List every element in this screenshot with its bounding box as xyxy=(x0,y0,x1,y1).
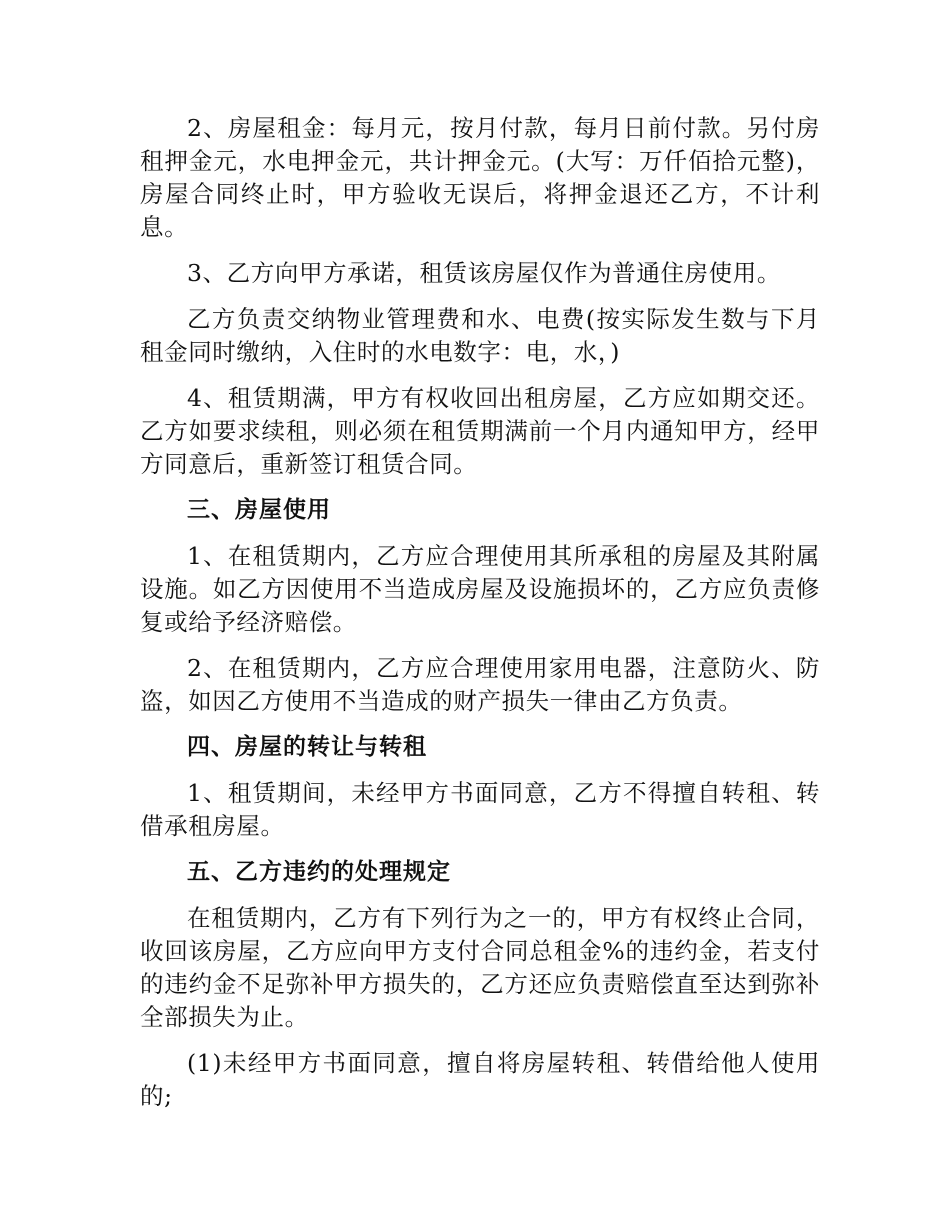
document-body xyxy=(140,112,820,1126)
section-heading-house-use: 三、房屋使用 xyxy=(187,497,331,523)
paragraph-no-sublease: 1、租赁期间，未经甲方书面同意，乙方不得擅自转租、转借承租房屋。 xyxy=(140,779,820,840)
paragraph-proper-use: 1、在租赁期内，乙方应合理使用其所承租的房屋及其附属设施。如乙方因使用不当造成房屋及设施损坏的，乙方应负责修复或给予经济赔偿。 xyxy=(140,542,820,636)
paragraph-breach-terms: 在租赁期内，乙方有下列行为之一的，甲方有权终止合同，收回该房屋，乙方应向甲方支付合同总租金%的违约金，若支付的违约金不足弥补甲方损失的，乙方还应负责赔偿直至达到弥补全部损失为止。 xyxy=(140,904,820,1031)
paragraph-appliances: 2、在租赁期内，乙方应合理使用家用电器，注意防火、防盗，如因乙方使用不当造成的财产损失一律由乙方负责。 xyxy=(140,654,820,715)
paragraph-residential-use: 3、乙方向甲方承诺，租赁该房屋仅作为普通住房使用。 xyxy=(187,259,781,287)
paragraph-rent: 2、房屋租金：每月元，按月付款，每月日前付款。另付房租押金元，水电押金元，共计押金元。(大写：万仟佰拾元整)，房屋合同终止时，甲方验收无误后，将押金退还乙方，不计利息。 xyxy=(140,114,820,241)
section-heading-breach: 五、乙方违约的处理规定 xyxy=(187,859,451,885)
paragraph-lease-expiry: 4、租赁期满，甲方有权收回出租房屋，乙方应如期交还。乙方如要求续租，则必须在租赁期满前一个月内通知甲方，经甲方同意后，重新签订租赁合同。 xyxy=(140,384,820,478)
paragraph-utilities: 乙方负责交纳物业管理费和水、电费(按实际发生数与下月租金同时缴纳，入住时的水电数字：电，水，) xyxy=(140,305,820,366)
section-heading-sublease: 四、房屋的转让与转租 xyxy=(187,734,427,760)
paragraph-breach-item-1: (1)未经甲方书面同意，擅自将房屋转租、转借给他人使用的; xyxy=(140,1049,820,1110)
